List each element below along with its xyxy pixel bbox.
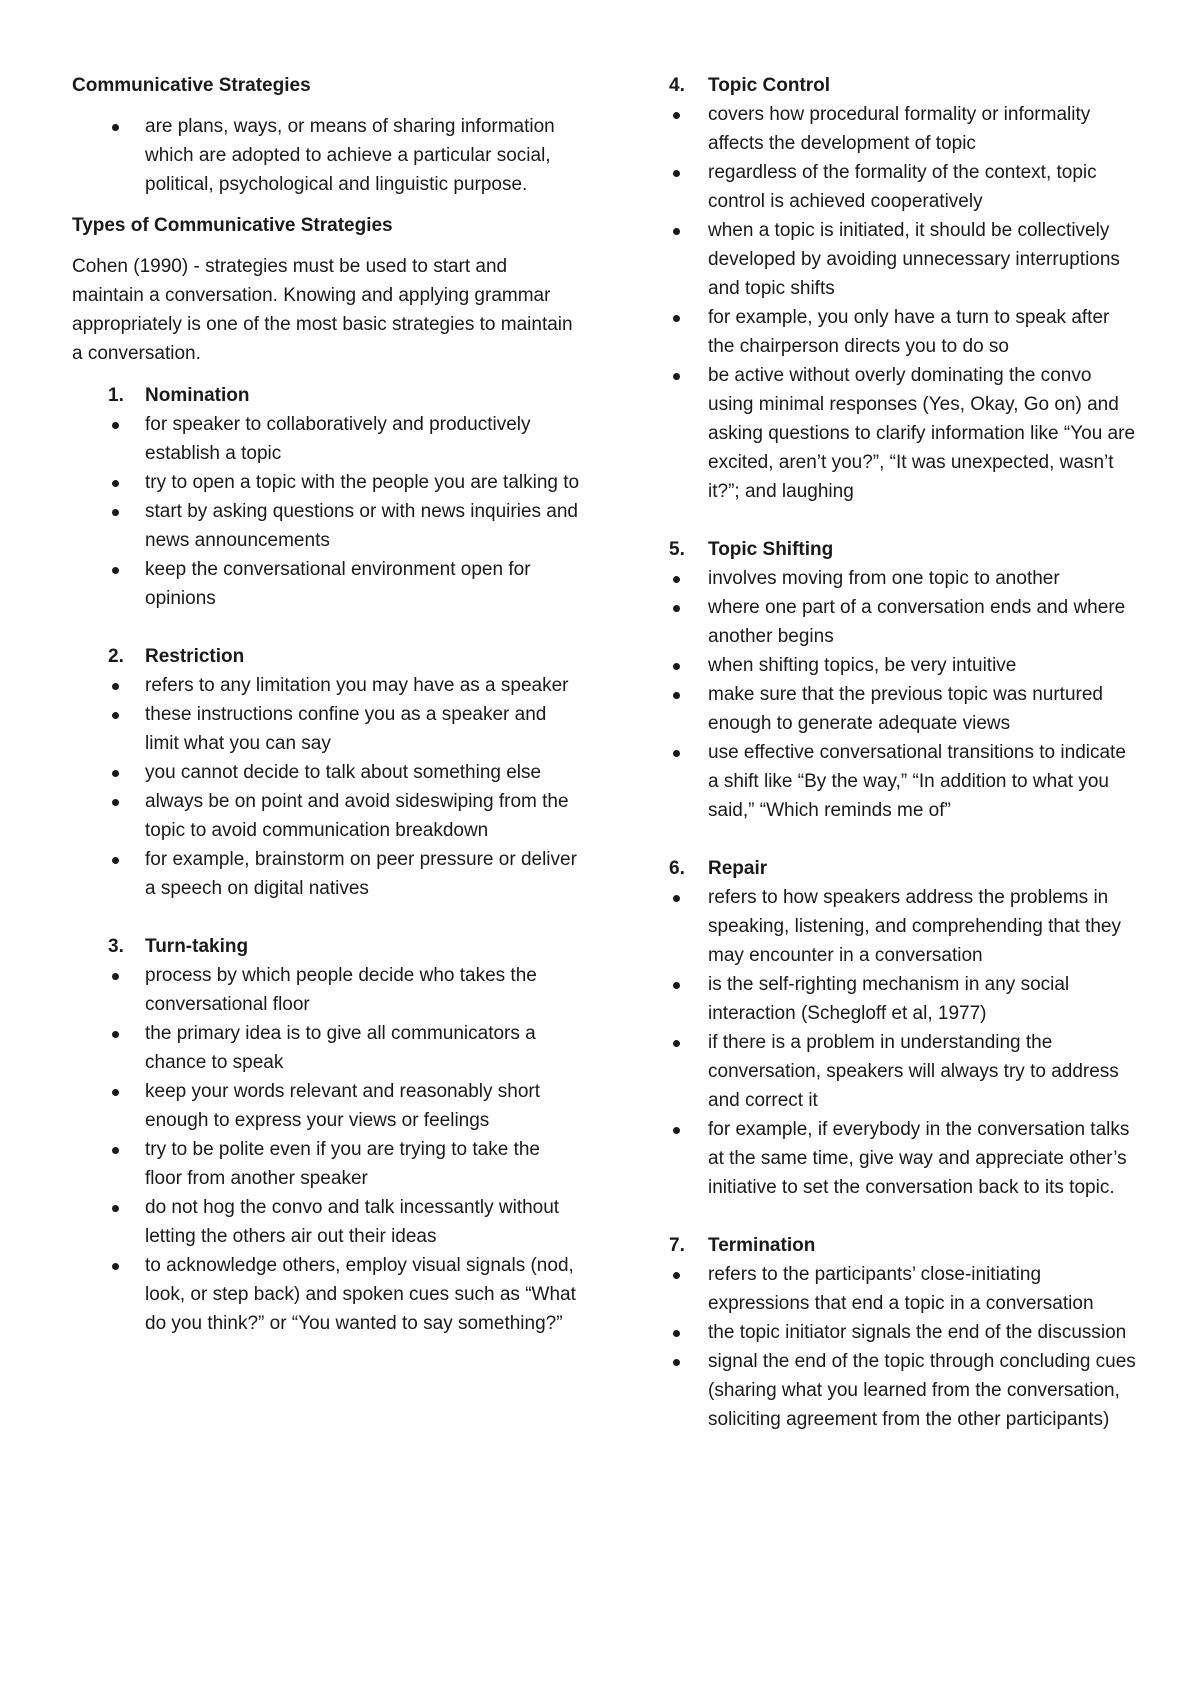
bullet-item: do not hog the convo and talk incessantly without letting the others air out their ideas bbox=[72, 1193, 582, 1251]
section-heading bbox=[669, 535, 1139, 564]
section-heading bbox=[669, 1231, 1139, 1260]
section-heading bbox=[72, 932, 582, 961]
section-number: 3. bbox=[108, 936, 124, 957]
strategy-section bbox=[669, 1231, 1139, 1434]
section-title: Nomination bbox=[145, 385, 250, 406]
bullet-item: when a topic is initiated, it should be collectively developed by avoiding unnecessary interruptions and topic shifts bbox=[669, 216, 1139, 303]
bullet-item: use effective conversational transitions to indicate a shift like “By the way,” “In addition to what you said,” “Which reminds me of” bbox=[669, 738, 1139, 825]
bullet-item: the topic initiator signals the end of the discussion bbox=[669, 1318, 1139, 1347]
bullet-item: start by asking questions or with news inquiries and news announcements bbox=[72, 497, 582, 555]
bullet-item: if there is a problem in understanding the conversation, speakers will always try to address and correct it bbox=[669, 1028, 1139, 1115]
bullet-item: refers to any limitation you may have as a speaker bbox=[72, 671, 582, 700]
bullet-item: is the self-righting mechanism in any social interaction (Schegloff et al, 1977) bbox=[669, 970, 1139, 1028]
section-title: Restriction bbox=[145, 646, 245, 667]
strategy-section bbox=[669, 71, 1139, 506]
section-title: Topic Shifting bbox=[708, 539, 834, 560]
bullet-item: covers how procedural formality or informality affects the development of topic bbox=[669, 100, 1139, 158]
section-bullet-list bbox=[669, 100, 1139, 506]
bullet-item: keep your words relevant and reasonably short enough to express your views or feelings bbox=[72, 1077, 582, 1135]
bullet-item: refers to the participants’ close-initiating expressions that end a topic in a conversation bbox=[669, 1260, 1139, 1318]
section-number: 2. bbox=[108, 646, 124, 667]
section-number: 5. bbox=[669, 539, 685, 560]
definition-item: are plans, ways, or means of sharing information which are adopted to achieve a particular social, political, psychological and linguistic purpose. bbox=[72, 112, 582, 199]
section-bullet-list bbox=[669, 564, 1139, 825]
bullet-item: the primary idea is to give all communicators a chance to speak bbox=[72, 1019, 582, 1077]
bullet-item: for example, you only have a turn to speak after the chairperson directs you to do so bbox=[669, 303, 1139, 361]
bullet-item: for example, brainstorm on peer pressure or deliver a speech on digital natives bbox=[72, 845, 582, 903]
section-bullet-list bbox=[669, 883, 1139, 1202]
section-number: 1. bbox=[108, 385, 124, 406]
section-title: Topic Control bbox=[708, 75, 831, 96]
bullet-item: when shifting topics, be very intuitive bbox=[669, 651, 1139, 680]
left-column bbox=[72, 71, 582, 1367]
bullet-item: process by which people decide who takes the conversational floor bbox=[72, 961, 582, 1019]
section-bullet-list bbox=[72, 671, 582, 903]
strategy-section bbox=[669, 535, 1139, 825]
bullet-item: try to open a topic with the people you are talking to bbox=[72, 468, 582, 497]
right-column bbox=[669, 71, 1139, 1463]
section-number: 6. bbox=[669, 858, 685, 879]
right-sections bbox=[669, 71, 1139, 1434]
bullet-item: keep the conversational environment open for opinions bbox=[72, 555, 582, 613]
section-heading bbox=[669, 71, 1139, 100]
section-title: Turn-taking bbox=[145, 936, 249, 957]
bullet-item: refers to how speakers address the problems in speaking, listening, and comprehending that they may encounter in a conversation bbox=[669, 883, 1139, 970]
section-title: Termination bbox=[708, 1235, 816, 1256]
bullet-item: make sure that the previous topic was nurtured enough to generate adequate views bbox=[669, 680, 1139, 738]
section-bullet-list bbox=[669, 1260, 1139, 1434]
section-title: Repair bbox=[708, 858, 768, 879]
intro-paragraph: Cohen (1990) - strategies must be used to start and maintain a conversation. Knowing and applying grammar appropriately is one of the most basic strategies to maintain a conversation. bbox=[72, 256, 573, 364]
strategy-section bbox=[669, 854, 1139, 1202]
bullet-item: be active without overly dominating the convo using minimal responses (Yes, Okay, Go on) and asking questions to clarify information like “You are excited, aren’t you?”, “It was unexpected, wasn’t it?”; and laughing bbox=[669, 361, 1139, 506]
section-bullet-list bbox=[72, 410, 582, 613]
bullet-item: regardless of the formality of the context, topic control is achieved cooperatively bbox=[669, 158, 1139, 216]
strategy-section bbox=[72, 642, 582, 903]
strategy-section bbox=[72, 932, 582, 1338]
bullet-item: where one part of a conversation ends and where another begins bbox=[669, 593, 1139, 651]
section-number: 7. bbox=[669, 1235, 685, 1256]
section-bullet-list bbox=[72, 961, 582, 1338]
bullet-item: always be on point and avoid sideswiping from the topic to avoid communication breakdown bbox=[72, 787, 582, 845]
section-heading bbox=[72, 381, 582, 410]
section-heading bbox=[669, 854, 1139, 883]
definition-list bbox=[72, 112, 582, 199]
bullet-item: for example, if everybody in the conversation talks at the same time, give way and appreciate other’s initiative to set the conversation back to its topic. bbox=[669, 1115, 1139, 1202]
section-heading bbox=[72, 642, 582, 671]
bullet-item: for speaker to collaboratively and productively establish a topic bbox=[72, 410, 582, 468]
document-title: Communicative Strategies bbox=[72, 75, 311, 96]
section-number: 4. bbox=[669, 75, 685, 96]
strategy-section bbox=[72, 381, 582, 613]
bullet-item: signal the end of the topic through concluding cues (sharing what you learned from the conversation, soliciting agreement from the other participants) bbox=[669, 1347, 1139, 1434]
types-heading: Types of Communicative Strategies bbox=[72, 215, 393, 236]
bullet-item: try to be polite even if you are trying to take the floor from another speaker bbox=[72, 1135, 582, 1193]
bullet-item: involves moving from one topic to another bbox=[669, 564, 1139, 593]
bullet-item: you cannot decide to talk about something else bbox=[72, 758, 582, 787]
bullet-item: to acknowledge others, employ visual signals (nod, look, or step back) and spoken cues such as “What do you think?” or “You wanted to say something?” bbox=[72, 1251, 582, 1338]
left-sections bbox=[72, 381, 582, 1338]
bullet-item: these instructions confine you as a speaker and limit what you can say bbox=[72, 700, 582, 758]
